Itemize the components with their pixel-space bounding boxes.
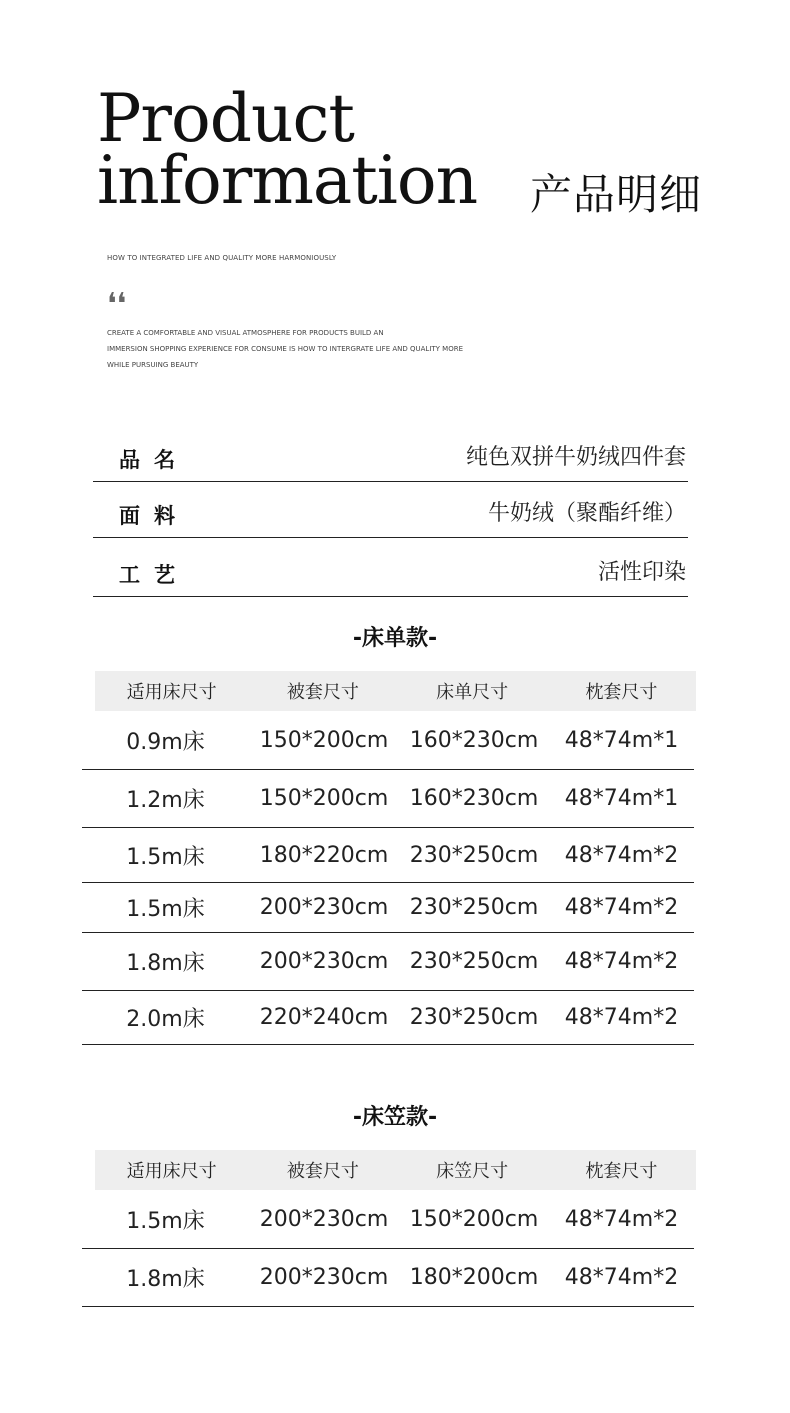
description (107, 325, 463, 373)
table-row (82, 991, 694, 1045)
info-value: 牛奶绒（聚酯纤维） (487, 501, 686, 526)
tagline: HOW TO INTEGRATED LIFE AND QUALITY MORE HARMONIOUSLY (107, 254, 337, 262)
table-cell: 48*74m*2 (564, 895, 679, 920)
header-cell: 枕套尺寸 (585, 682, 658, 703)
info-row-name (93, 426, 688, 482)
info-row-craft (93, 538, 688, 597)
table-cell: 1.8m床 (126, 951, 205, 976)
fitted-size-table (82, 1150, 694, 1307)
table-cell: 48*74m*2 (564, 1265, 679, 1290)
table-cell: 48*74m*2 (564, 1206, 679, 1232)
table-cell: 200*230cm (259, 949, 389, 974)
table-cell: 200*230cm (259, 895, 389, 920)
table-cell: 180*200cm (409, 1265, 539, 1290)
hero-title-line-2: information (97, 142, 478, 219)
table-row (82, 828, 694, 883)
table-cell: 230*250cm (409, 895, 539, 920)
table-cell: 220*240cm (259, 1005, 389, 1030)
table-cell: 150*200cm (259, 727, 389, 753)
table-cell: 150*200cm (409, 1206, 539, 1232)
table-row (82, 933, 694, 991)
table-cell: 1.5m床 (126, 844, 205, 870)
table-cell: 180*220cm (259, 842, 389, 868)
fitted-section-title: -床笠款- (352, 1105, 438, 1130)
hero-english-title (97, 80, 478, 219)
description-line: WHILE PURSUING BEAUTY (107, 361, 199, 369)
table-cell: 160*230cm (409, 727, 539, 753)
table-cell: 48*74m*1 (564, 727, 679, 753)
description-line: IMMERSION SHOPPING EXPERIENCE FOR CONSUME IS HOW TO INTERGRATE LIFE AND QUALITY MORE (107, 345, 463, 353)
header-cell: 适用床尺寸 (126, 682, 217, 703)
table-cell: 150*200cm (259, 786, 389, 811)
header-cell: 被套尺寸 (286, 682, 359, 703)
table-cell: 48*74m*2 (564, 1005, 679, 1030)
table-cell: 1.5m床 (126, 897, 205, 922)
table-header (95, 1150, 696, 1190)
table-cell: 48*74m*2 (564, 842, 679, 868)
hero-title-line-1: Product (97, 80, 354, 157)
quote-mark-icon: ❛❛ (107, 287, 127, 322)
table-cell: 200*230cm (259, 1265, 389, 1290)
table-cell: 230*250cm (409, 949, 539, 974)
info-label: 品名 (119, 448, 189, 472)
info-value: 纯色双拼牛奶绒四件套 (465, 445, 686, 470)
info-label: 面料 (119, 504, 189, 528)
table-cell: 48*74m*2 (564, 949, 679, 974)
info-value: 活性印染 (597, 560, 686, 585)
table-cell: 230*250cm (409, 1005, 539, 1030)
sheet-section-title: -床单款- (352, 626, 438, 651)
sheet-size-table (82, 671, 694, 1045)
header-cell: 床笠尺寸 (436, 1161, 509, 1182)
product-info-list (93, 426, 688, 597)
table-row (82, 770, 694, 828)
table-cell: 48*74m*1 (564, 786, 679, 811)
table-cell: 2.0m床 (126, 1007, 205, 1032)
hero-chinese-title: 产品明细 (530, 170, 703, 219)
table-cell: 1.5m床 (126, 1208, 205, 1234)
table-cell: 160*230cm (409, 786, 539, 811)
header-cell: 被套尺寸 (286, 1161, 359, 1182)
table-cell: 1.2m床 (126, 788, 205, 813)
description-line: CREATE A COMFORTABLE AND VISUAL ATMOSPHERE FOR PRODUCTS BUILD AN (107, 329, 384, 337)
table-row (82, 1190, 694, 1249)
table-row (82, 883, 694, 933)
table-cell: 0.9m床 (126, 729, 205, 755)
table-cell: 200*230cm (259, 1206, 389, 1232)
info-row-fabric (93, 482, 688, 538)
header-cell: 枕套尺寸 (585, 1161, 658, 1182)
header-cell: 床单尺寸 (436, 682, 509, 703)
table-cell: 230*250cm (409, 842, 539, 868)
table-cell: 1.8m床 (126, 1267, 205, 1292)
table-row (82, 1249, 694, 1307)
info-label: 工艺 (119, 563, 189, 587)
table-row (82, 711, 694, 770)
header-cell: 适用床尺寸 (126, 1161, 217, 1182)
table-header (95, 671, 696, 711)
